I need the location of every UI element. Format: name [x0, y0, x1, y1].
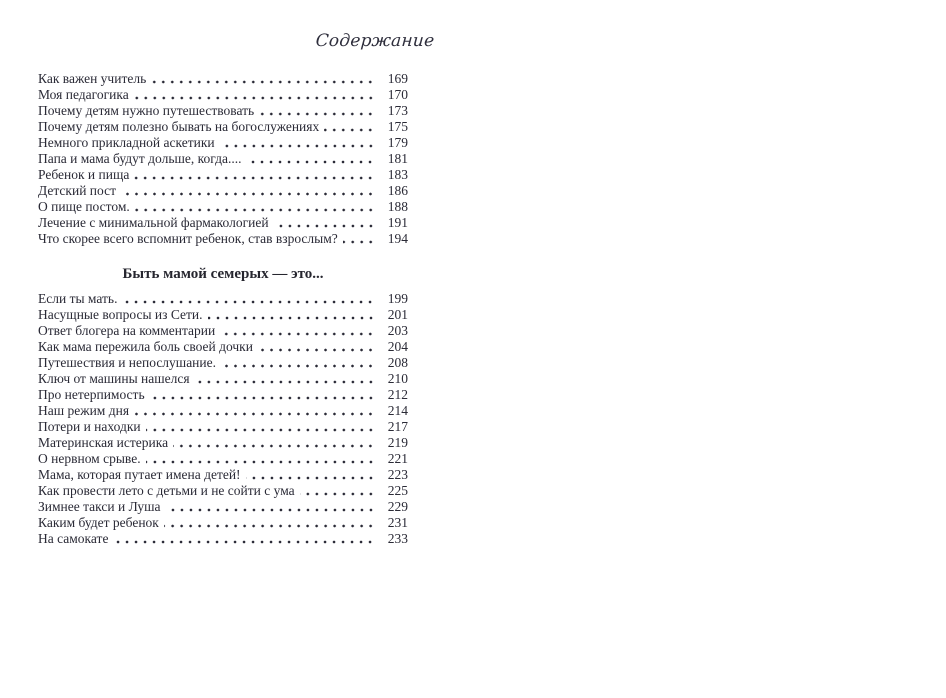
toc-entry [38, 231, 408, 247]
dot-leader [220, 135, 375, 151]
dot-leader [246, 467, 375, 483]
dot-leader [274, 215, 375, 231]
toc-entry [38, 87, 408, 103]
toc-entry-title: Ответ блогера на комментарии [38, 323, 216, 338]
dot-leader [134, 167, 375, 183]
toc-entry-page: 175 [387, 119, 408, 134]
toc-entry-title: Как мама пережила боль своей дочки [38, 339, 253, 354]
toc-entry-page: 212 [387, 387, 408, 402]
toc-entry [38, 199, 408, 215]
toc-entry [38, 355, 408, 371]
contents-running-head: Содержание [314, 31, 436, 51]
toc-entry [38, 323, 408, 339]
toc-entry [38, 151, 408, 167]
dot-leader [134, 403, 375, 419]
toc-entry-page: 217 [387, 419, 408, 434]
toc-entry-title: Папа и мама будут дольше, когда.... [38, 151, 242, 166]
toc-entry-title: Про нетерпимость [38, 387, 145, 402]
toc-entry-title: Ребенок и пища [38, 167, 130, 182]
toc-entry-page: 229 [387, 499, 408, 514]
dot-leader [259, 103, 375, 119]
toc-entry-page: 199 [387, 291, 408, 306]
toc-entry-title: О пище постом. [38, 199, 130, 214]
toc-entry [38, 291, 408, 307]
toc-entry-page: 231 [387, 515, 408, 530]
toc-entry-page: 214 [387, 403, 408, 418]
toc-entry-page: 204 [387, 339, 408, 354]
dot-leader [150, 387, 375, 403]
toc-entry [38, 531, 408, 547]
dot-leader [164, 515, 375, 531]
toc-entry-page: 169 [387, 71, 408, 86]
toc-entry [38, 119, 408, 135]
dot-leader [221, 355, 375, 371]
toc-entry [38, 435, 408, 451]
toc-entry-title: Материнская истерика [38, 435, 169, 450]
toc-entry [38, 339, 408, 355]
dot-leader [324, 119, 375, 135]
toc-entry-page: 201 [387, 307, 408, 322]
toc-entry-page: 208 [387, 355, 408, 370]
toc-entry-page: 170 [387, 87, 408, 102]
toc-entry-page: 183 [387, 167, 408, 182]
toc-entry [38, 403, 408, 419]
toc-entry-title: О нервном срыве. [38, 451, 141, 466]
toc-entry [38, 167, 408, 183]
toc-entry-title: Потери и находки [38, 419, 141, 434]
toc-entry-page: 186 [387, 183, 408, 198]
toc-section-1 [38, 71, 408, 247]
toc-entry-title: Насущные вопросы из Сети. [38, 307, 203, 322]
dot-leader [122, 291, 375, 307]
dot-leader [343, 231, 375, 247]
toc-entry-title: Каким будет ребенок [38, 515, 159, 530]
toc-entry-title: На самокате [38, 531, 109, 546]
dot-leader [220, 323, 375, 339]
toc-entry-title: Мама, которая путает имена детей! [38, 467, 241, 482]
toc-entry [38, 419, 408, 435]
toc-entry [38, 71, 408, 87]
toc-entry [38, 103, 408, 119]
toc-entry [38, 467, 408, 483]
dot-leader [121, 183, 375, 199]
dot-leader [258, 339, 375, 355]
toc-entry-page: 191 [387, 215, 408, 230]
toc-entry-page: 233 [387, 531, 408, 546]
toc-entry [38, 183, 408, 199]
toc-entry [38, 499, 408, 515]
toc-section-2 [38, 291, 408, 547]
dot-leader [113, 531, 375, 547]
toc-entry [38, 371, 408, 387]
dot-leader [146, 419, 375, 435]
toc-entry [38, 215, 408, 231]
toc-entry-page: 219 [387, 435, 408, 450]
toc-entry-title: Ключ от машины нашелся [38, 371, 190, 386]
toc-entry-page: 210 [387, 371, 408, 386]
toc-entry-page: 221 [387, 451, 408, 466]
toc-entry-page: 194 [387, 231, 408, 246]
toc-entry-title: Если ты мать. [38, 291, 118, 306]
toc-entry-page: 203 [387, 323, 408, 338]
toc-entry-page: 181 [387, 151, 408, 166]
dot-leader [173, 435, 375, 451]
toc-entry-page: 225 [387, 483, 408, 498]
dot-leader [300, 483, 375, 499]
toc-entry-title: Что скорее всего вспомнит ребенок, став взрослым? [38, 231, 338, 246]
toc-entry-title: Немного прикладной аскетики [38, 135, 215, 150]
toc-entry-page: 179 [387, 135, 408, 150]
toc-entry-title: Зимнее такси и Луша [38, 499, 161, 514]
toc-entry [38, 483, 408, 499]
dot-leader [134, 87, 375, 103]
toc-entry [38, 307, 408, 323]
toc-entry-title: Как провести лето с детьми и не сойти с ума [38, 483, 295, 498]
toc-entry-page: 188 [387, 199, 408, 214]
dot-leader [151, 71, 375, 87]
dot-leader [195, 371, 375, 387]
dot-leader [146, 451, 375, 467]
dot-leader [246, 151, 375, 167]
toc-entry [38, 451, 408, 467]
toc-entry-page: 173 [387, 103, 408, 118]
toc-entry-title: Наш режим дня [38, 403, 130, 418]
toc-entry [38, 135, 408, 151]
toc-entry-title: Почему детям нужно путешествовать [38, 103, 255, 118]
dot-leader [166, 499, 375, 515]
section-heading: Быть мамой семерых — это... [122, 266, 324, 282]
dot-leader [135, 199, 375, 215]
toc-entry [38, 387, 408, 403]
toc-entry-title: Почему детям полезно бывать на богослужениях [38, 119, 320, 134]
toc-entry-title: Путешествия и непослушание. [38, 355, 216, 370]
toc-entry-page: 223 [387, 467, 408, 482]
toc-entry [38, 515, 408, 531]
toc-entry-title: Как важен учитель [38, 71, 147, 86]
toc-entry-title: Моя педагогика [38, 87, 129, 102]
dot-leader [208, 307, 376, 323]
toc-entry-title: Лечение с минимальной фармакологией [38, 215, 269, 230]
toc-entry-title: Детский пост [38, 183, 117, 198]
